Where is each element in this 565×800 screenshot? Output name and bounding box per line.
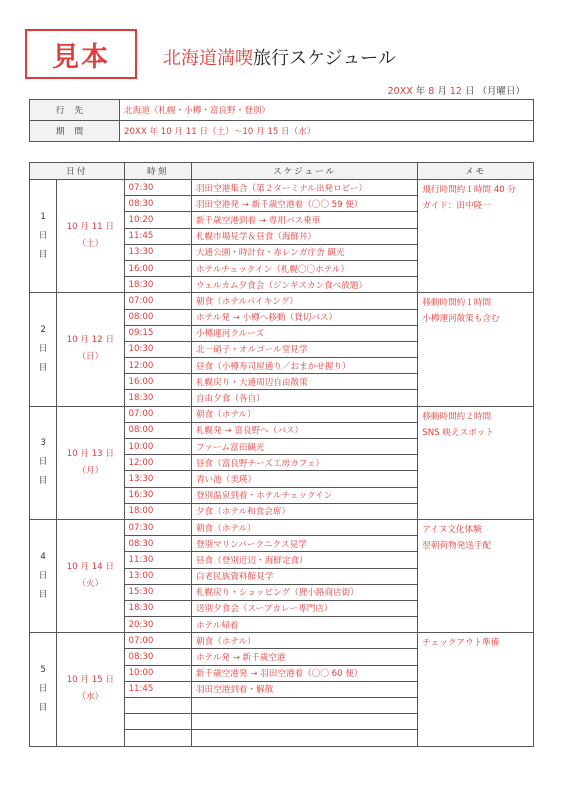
time-cell: 08:00 (124, 309, 191, 325)
time-cell: 18:00 (124, 503, 191, 519)
schedule-cell: 小樽運河クルーズ (191, 325, 417, 341)
schedule-cell: 羽田空港到着・解散 (191, 681, 417, 697)
schedule-cell: ウェルカム夕食会（ジンギスカン食べ放題） (191, 277, 417, 293)
day-number: 2 日 目 (30, 293, 57, 406)
time-cell: 10:20 (124, 212, 191, 228)
time-cell (124, 730, 191, 746)
schedule-cell: 羽田空港集合（第２ターミナル出発ロビー） (191, 180, 417, 196)
schedule-cell: 朝食（ホテル） (191, 406, 417, 422)
schedule-row (30, 519, 534, 535)
period-label: 期間 (30, 121, 120, 142)
schedule-row (30, 180, 534, 196)
schedule-cell: 夕食（ホテル和食会席） (191, 503, 417, 519)
time-cell (124, 698, 191, 714)
schedule-cell: 朝食（ホテル） (191, 633, 417, 649)
day-date: 10 月 13 日 （月） (57, 406, 124, 519)
schedule-cell: 登別マリンパークニクス見学 (191, 536, 417, 552)
day-number: 3 日 目 (30, 406, 57, 519)
header-memo: メモ (418, 163, 534, 180)
schedule-cell: 青い池（美瑛） (191, 471, 417, 487)
day-date: 10 月 14 日 （火） (57, 519, 124, 632)
date-year-suffix: 年 (412, 86, 429, 97)
memo-cell: 飛行時間約１時間 40 分 ガイド：田中隆一 (418, 180, 534, 293)
period-value: 20XX 年 10 月 11 日（土）～10 月 15 日（水） (120, 121, 534, 142)
time-cell: 16:30 (124, 487, 191, 503)
schedule-cell: 北一硝子・オルゴール堂見学 (191, 341, 417, 357)
schedule-cell: ホテル発 → 新千歳空港 (191, 649, 417, 665)
schedule-header-row (30, 163, 534, 180)
memo-cell: 移動時間約２時間 SNS 映えスポット (418, 406, 534, 519)
time-cell: 12:00 (124, 455, 191, 471)
date-day-suffix: 日 （月曜日） (461, 86, 525, 97)
schedule-cell: 昼食（小樽寿司屋通り／おまかせ握り） (191, 358, 417, 374)
memo-cell: チェックアウト準備 (418, 633, 534, 746)
header-date: 日付 (30, 163, 125, 180)
time-cell: 13:30 (124, 471, 191, 487)
day-number: 4 日 目 (30, 519, 57, 632)
schedule-cell (191, 698, 417, 714)
time-cell: 07:00 (124, 293, 191, 309)
schedule-cell: 送別夕食会（スープカレー専門店） (191, 600, 417, 616)
schedule-cell: 白老民族資料館見学 (191, 568, 417, 584)
period-row (30, 121, 534, 142)
time-cell: 20:30 (124, 617, 191, 633)
date-month-suffix: 月 (434, 86, 450, 97)
schedule-table (29, 162, 534, 747)
schedule-row (30, 406, 534, 422)
destination-row (30, 100, 534, 121)
time-cell: 07:00 (124, 406, 191, 422)
schedule-cell: 札幌発 → 富良野へ（バス） (191, 422, 417, 438)
title-highlight: 北海道満喫 (163, 48, 253, 69)
time-cell: 10:00 (124, 665, 191, 681)
schedule-cell: 昼食（富良野チーズ工房カフェ） (191, 455, 417, 471)
time-cell: 07:30 (124, 180, 191, 196)
schedule-cell: 羽田空港発 → 新千歳空港着（〇〇 59 便） (191, 196, 417, 212)
schedule-cell: 新千歳空港発 → 羽田空港着（〇〇 60 便） (191, 665, 417, 681)
time-cell: 11:45 (124, 228, 191, 244)
time-cell: 16:00 (124, 374, 191, 390)
day-date: 10 月 15 日 （水） (57, 633, 124, 746)
time-cell (124, 714, 191, 730)
date-year: 20XX (387, 86, 413, 97)
schedule-cell: 朝食（ホテルバイキング） (191, 293, 417, 309)
time-cell: 16:00 (124, 260, 191, 276)
day-date: 10 月 11 日 （土） (57, 180, 124, 293)
schedule-cell: ホテルチェックイン（札幌〇〇ホテル） (191, 260, 417, 276)
day-number: 1 日 目 (30, 180, 57, 293)
time-cell: 15:30 (124, 584, 191, 600)
schedule-cell: 札幌戻り・ショッピング（狸小路商店街） (191, 584, 417, 600)
time-cell: 11:30 (124, 552, 191, 568)
schedule-row (30, 293, 534, 309)
date-month: 8 (428, 86, 435, 97)
time-cell: 09:15 (124, 325, 191, 341)
time-cell: 07:00 (124, 633, 191, 649)
schedule-cell: 自由夕食（各自） (191, 390, 417, 406)
destination-label: 行先 (30, 100, 120, 121)
time-cell: 18:30 (124, 277, 191, 293)
time-cell: 12:00 (124, 358, 191, 374)
time-cell: 08:30 (124, 649, 191, 665)
schedule-cell: 札幌戻り・大通周辺自由散策 (191, 374, 417, 390)
schedule-row (30, 633, 534, 649)
time-cell: 08:30 (124, 536, 191, 552)
time-cell: 10:30 (124, 341, 191, 357)
schedule-cell: ホテル帰着 (191, 617, 417, 633)
memo-cell: アイヌ文化体験 翌朝荷物発送手配 (418, 519, 534, 632)
day-number: 5 日 目 (30, 633, 57, 746)
header-time: 時刻 (124, 163, 191, 180)
time-cell: 11:45 (124, 681, 191, 697)
trip-info-table (29, 99, 534, 142)
schedule-cell: 大通公園・時計台・赤レンガ庁舎 観光 (191, 244, 417, 260)
schedule-cell (191, 714, 417, 730)
schedule-cell: 新千歳空港到着 → 専用バス乗車 (191, 212, 417, 228)
time-cell: 10:00 (124, 439, 191, 455)
issue-date (388, 83, 525, 97)
time-cell: 07:30 (124, 519, 191, 535)
destination-value: 北海道（札幌・小樽・富良野・登別） (120, 100, 534, 121)
title-rest: 旅行スケジュール (253, 48, 396, 69)
time-cell: 08:30 (124, 196, 191, 212)
time-cell: 13:30 (124, 244, 191, 260)
schedule-cell: 朝食（ホテル） (191, 519, 417, 535)
date-day: 12 (449, 86, 462, 97)
schedule-cell: 札幌市場見学＆昼食（海鮮丼） (191, 228, 417, 244)
header-schedule: スケジュール (191, 163, 417, 180)
day-date: 10 月 12 日 （日） (57, 293, 124, 406)
page-title (163, 44, 396, 70)
time-cell: 18:30 (124, 600, 191, 616)
time-cell: 18:30 (124, 390, 191, 406)
schedule-cell: ファーム富田観光 (191, 439, 417, 455)
time-cell: 13:00 (124, 568, 191, 584)
schedule-cell (191, 730, 417, 746)
schedule-cell: ホテル発 → 小樽へ移動（貸切バス） (191, 309, 417, 325)
sample-stamp: 見本 (25, 29, 137, 79)
memo-cell: 移動時間約１時間 小樽運河散策も含む (418, 293, 534, 406)
schedule-cell: 登別温泉到着・ホテルチェックイン (191, 487, 417, 503)
schedule-cell: 昼食（登別近辺・海鮮定食） (191, 552, 417, 568)
time-cell: 08:00 (124, 422, 191, 438)
